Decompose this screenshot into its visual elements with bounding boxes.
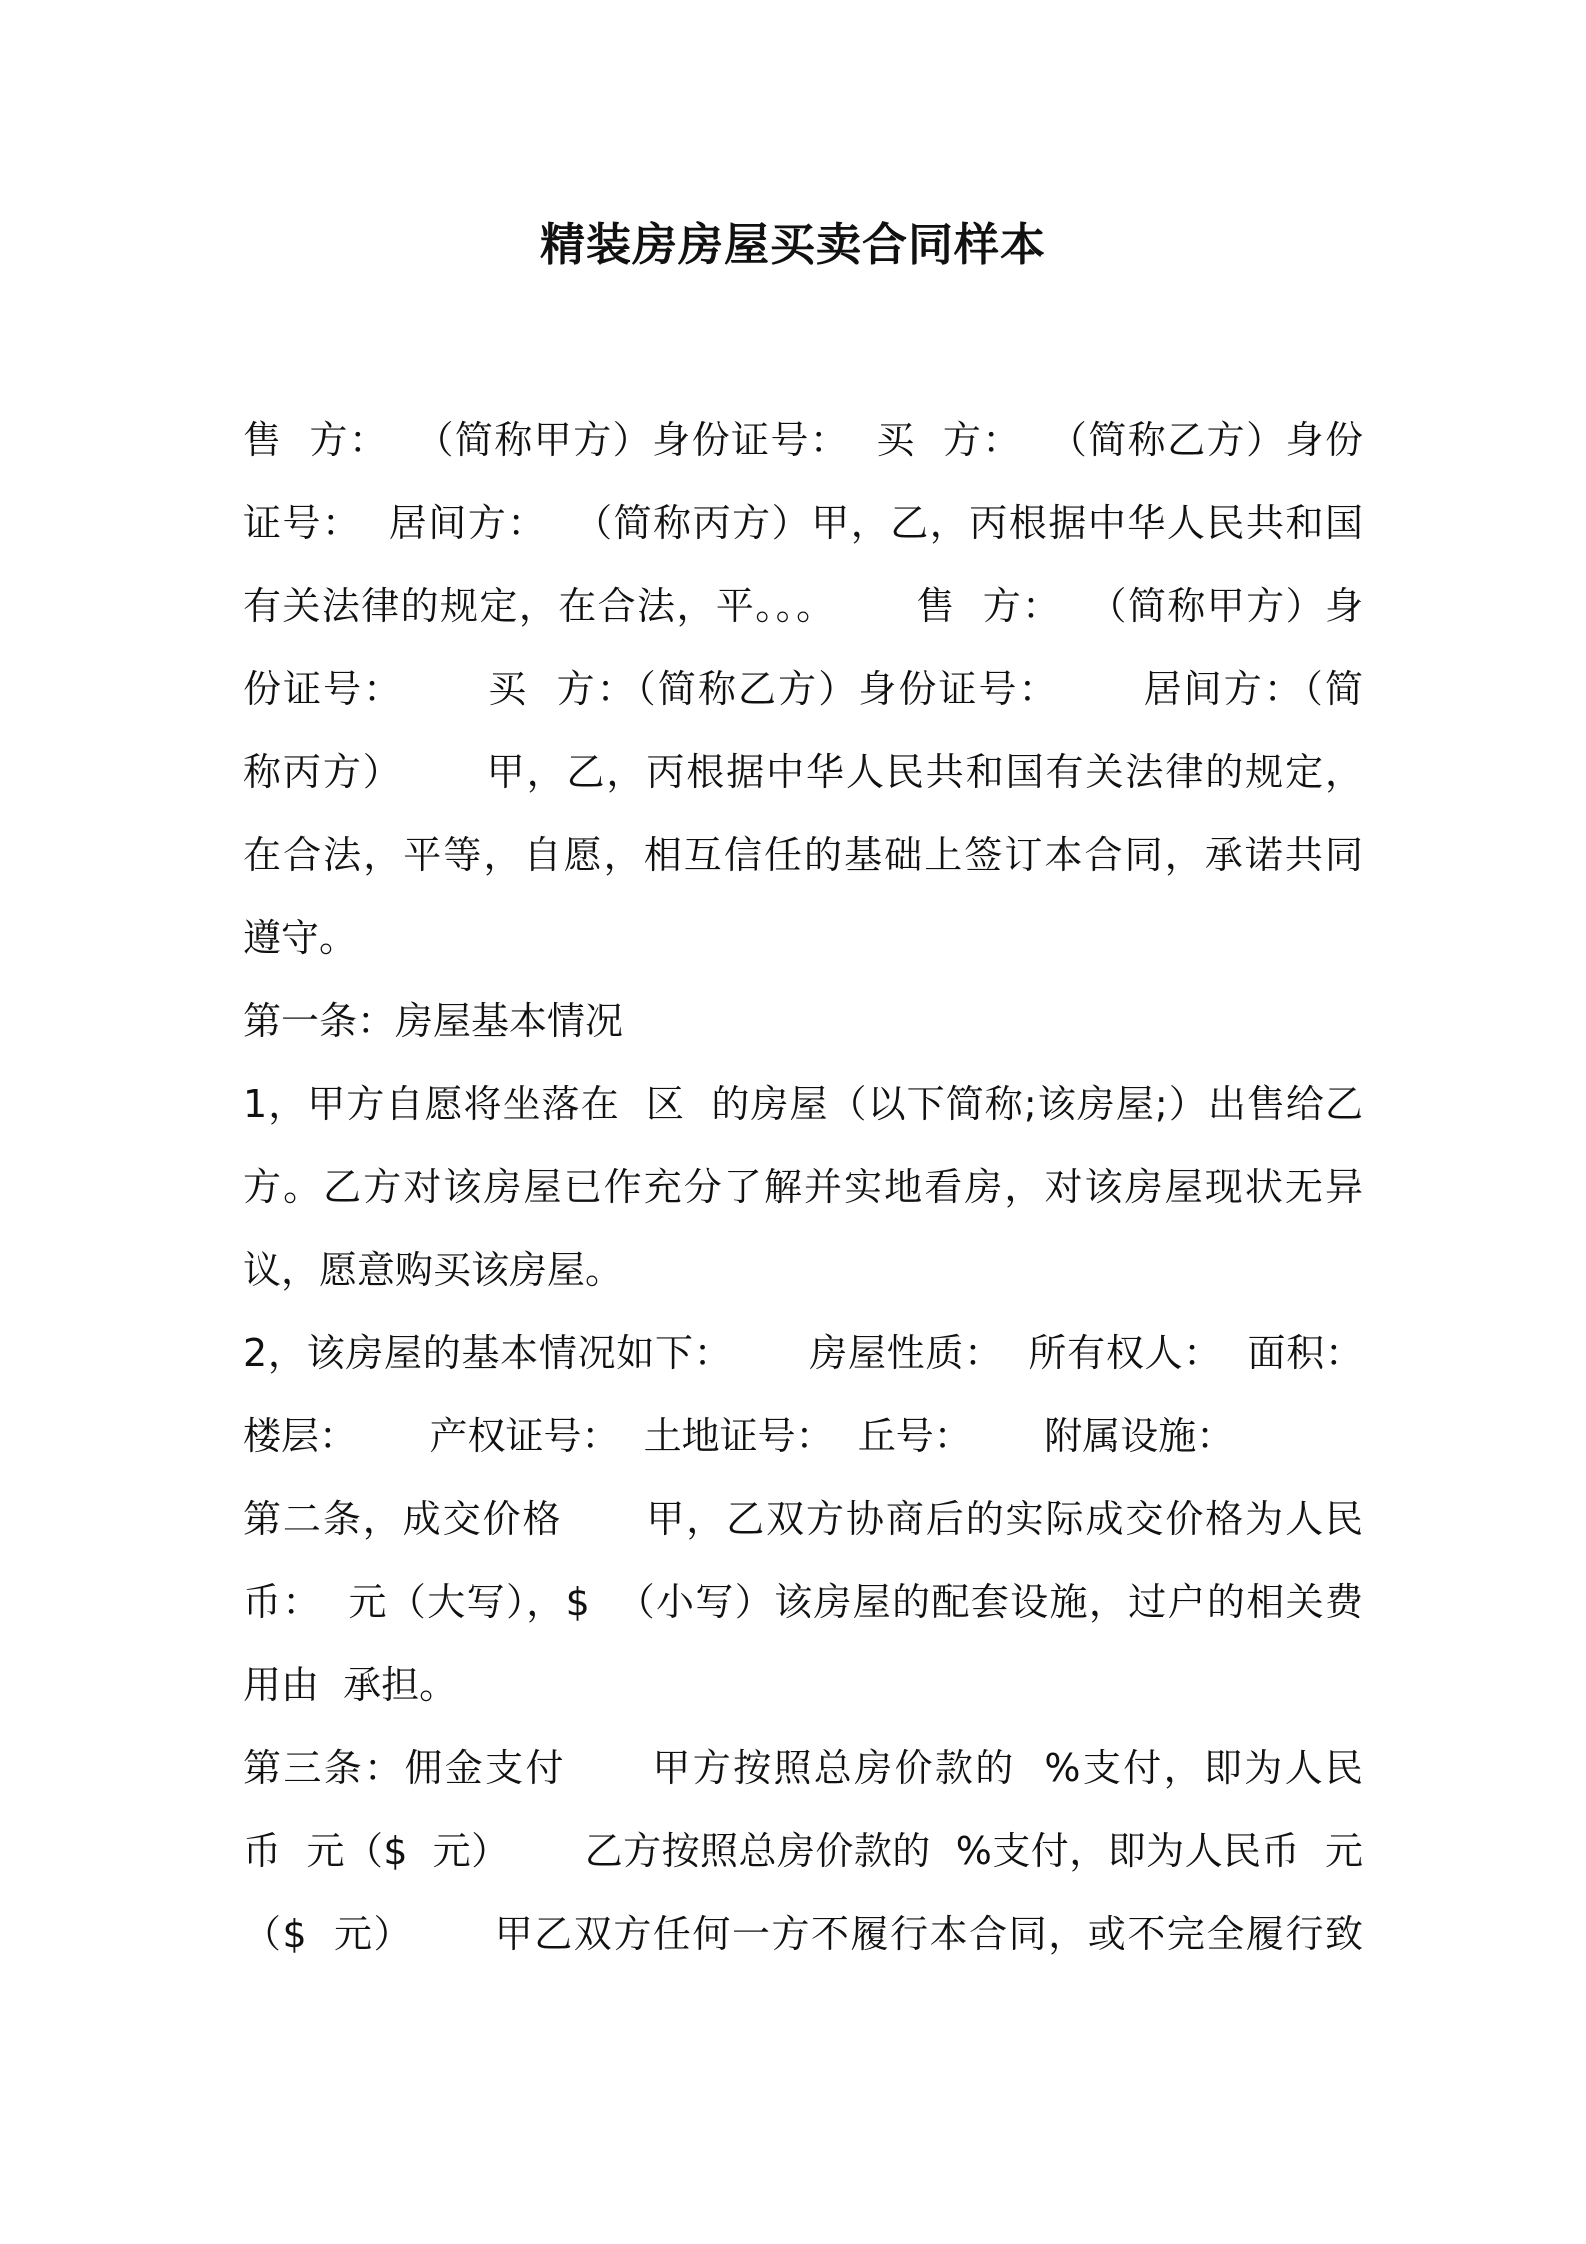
paragraph-line: 遵守。 [243,916,358,960]
paragraph-line: 议，愿意购买该房屋。 [243,1248,624,1292]
paragraph-line: 在合法，平等，自愿，相互信任的基础上签订本合同，承诺共同 [243,833,1363,877]
paragraph-line: 1，甲方自愿将坐落在 区 的房屋（以下简称;该房屋;）出售给乙 [243,1082,1363,1126]
paragraph-line: 方。乙方对该房屋已作充分了解并实地看房，对该房屋现状无异 [243,1165,1363,1209]
section-heading: 第一条：房屋基本情况 [243,999,624,1043]
section-heading: 第三条：佣金支付 甲方按照总房价款的 %支付，即为人民 [243,1746,1363,1790]
section-heading: 第二条，成交价格 甲，乙双方协商后的实际成交价格为人民 [243,1497,1363,1541]
paragraph-line: （$ 元） 甲乙双方任何一方不履行本合同，或不完全履行致 [243,1912,1363,1956]
paragraph-line: 币： 元（大写），$ （小写）该房屋的配套设施，过户的相关费 [243,1580,1363,1624]
paragraph-line: 币 元（$ 元） 乙方按照总房价款的 %支付，即为人民币 元 [243,1829,1363,1873]
document-title: 精装房房屋买卖合同样本 [539,218,1046,271]
paragraph-line: 有关法律的规定，在合法，平。。。 售 方： （简称甲方）身 [243,584,1363,628]
paragraph-line: 用由 承担。 [243,1663,458,1707]
paragraph-line: 证号： 居间方： （简称丙方）甲，乙，丙根据中华人民共和国 [243,501,1363,545]
paragraph-line: 称丙方） 甲，乙，丙根据中华人民共和国有关法律的规定， [243,750,1363,794]
paragraph-line: 楼层： 产权证号： 土地证号： 丘号： 附属设施： [243,1414,1235,1458]
paragraph-line: 2，该房屋的基本情况如下： 房屋性质： 所有权人： 面积： [243,1331,1363,1375]
paragraph-line: 售 方： （简称甲方）身份证号： 买 方： （简称乙方）身份 [243,418,1363,462]
paragraph-line: 份证号： 买 方：（简称乙方）身份证号： 居间方：（简 [243,667,1363,711]
